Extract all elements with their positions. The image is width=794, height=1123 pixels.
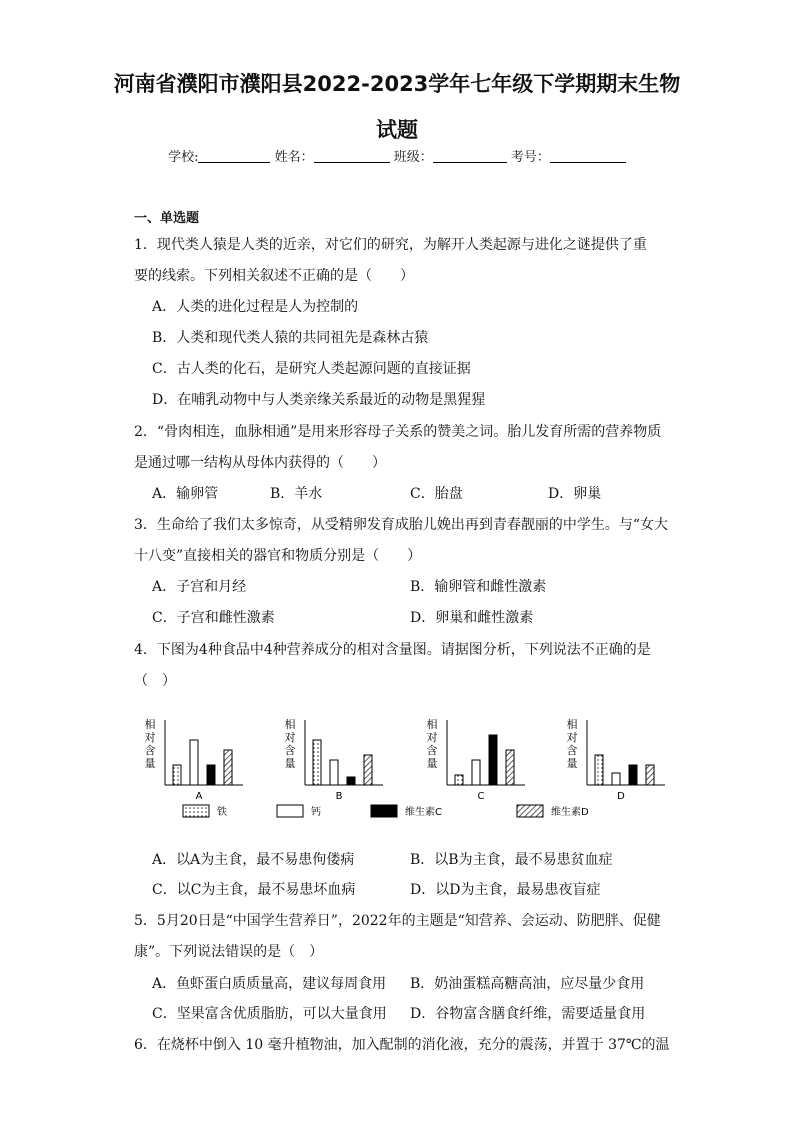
legend-item-3 — [371, 805, 442, 818]
bar-a-series-3 — [207, 765, 215, 785]
y-axis-label-char: 量 — [284, 757, 296, 770]
question-4-stem-line1: 4．下图为4种食品中4种营养成分的相对含量图。请据图分析，下列说法不正确的是 — [134, 642, 651, 658]
y-axis-label-char: 相 — [426, 718, 438, 731]
legend-swatch — [277, 805, 303, 817]
question-4-option-d[interactable]: D．以D为主食，最易患夜盲症 — [410, 882, 601, 898]
legend-item-1 — [183, 805, 227, 818]
section-title: 一、单选题 — [134, 211, 200, 226]
legend-swatch — [517, 805, 543, 817]
question-4-option-c[interactable]: C．以C为主食，最不易患坏血病 — [152, 882, 356, 898]
question-5-option-a[interactable]: A．鱼虾蛋白质质量高，建议每周食用 — [152, 976, 387, 992]
legend-label: 维生素C — [405, 807, 442, 818]
question-5-stem-line1: 5．5月20日是“中国学生营养日”，2022年的主题是“知营养、会运动、防肥胖、促健 — [134, 913, 661, 929]
page-title: 河南省濮阳市濮阳县2022-2023学年七年级下学期期末生物 — [113, 72, 681, 96]
exam-number-blank[interactable] — [550, 148, 626, 163]
y-axis-label-char: 相 — [284, 718, 296, 731]
question-5-option-b[interactable]: B．奶油蛋糕高糖高油，应尽量少食用 — [410, 976, 645, 992]
question-5-option-d[interactable]: D．谷物富含膳食纤维，需要适量食用 — [410, 1006, 646, 1022]
school-label: 学校: — [168, 150, 199, 165]
y-axis-label-char: 量 — [145, 757, 156, 770]
class-label: 班级： — [393, 150, 433, 165]
question-2-option-b[interactable]: B．羊水 — [270, 486, 323, 502]
bar-c-series-2 — [472, 760, 480, 785]
y-axis-label-char: 量 — [426, 757, 438, 770]
bar-c-series-4 — [506, 750, 514, 785]
question-6-stem-line1: 6．在烧杯中倒入 10 毫升植物油，加入配制的消化液，充分的震荡，并置于 37℃的温 — [134, 1037, 670, 1053]
bar-d-series-4 — [646, 765, 654, 785]
bar-c-series-1 — [455, 775, 463, 785]
bar-d-series-3 — [629, 765, 637, 785]
question-5-stem-line2: 康”。下列说法错误的是（ ） — [134, 944, 324, 960]
y-axis-label-char: 对 — [284, 731, 296, 744]
bar-a-series-4 — [224, 750, 232, 785]
question-2-stem-line1: 2．“骨肉相连，血脉相通”是用来形容母子关系的赞美之词。胎儿发育所需的营养物质 — [134, 424, 662, 440]
question-2-option-a[interactable]: A．输卵管 — [152, 486, 219, 502]
y-axis-label-char: 含 — [145, 744, 156, 757]
question-1-stem-line1: 1．现代类人猿是人类的近亲，对它们的研究，为解开人类起源与进化之谜提供了重 — [134, 237, 647, 253]
chart-panel-a — [145, 717, 243, 802]
legend-swatch — [183, 805, 209, 817]
legend-swatch — [371, 805, 397, 817]
bar-b-series-4 — [364, 755, 372, 785]
question-1-option-c[interactable]: C．古人类的化石，是研究人类起源问题的直接证据 — [152, 361, 471, 377]
page-title-line2: 试题 — [376, 118, 418, 142]
exam-number-label: 考号： — [510, 150, 550, 165]
name-label: 姓名： — [274, 150, 314, 165]
y-axis-label-char: 相 — [145, 718, 156, 731]
question-3-stem-line2: 十八变”直接相关的器官和物质分别是（ ） — [134, 548, 422, 564]
question-1-option-a[interactable]: A．人类的进化过程是人为控制的 — [152, 299, 359, 315]
bar-b-series-1 — [313, 740, 321, 785]
question-1-option-d[interactable]: D．在哺乳动物中与人类亲缘关系最近的动物是黑猩猩 — [152, 392, 486, 408]
nutrient-bar-chart — [145, 715, 665, 825]
y-axis-label-char: 对 — [145, 731, 156, 744]
class-blank[interactable] — [433, 148, 507, 163]
legend-label: 铁 — [217, 807, 227, 818]
legend-label: 维生素D — [551, 807, 589, 818]
y-axis-label-char: 量 — [566, 757, 578, 770]
question-3-option-a[interactable]: A．子宫和月经 — [152, 579, 247, 595]
y-axis-label-char: 含 — [284, 744, 296, 757]
question-1-option-b[interactable]: B．人类和现代类人猿的共同祖先是森林古猿 — [152, 330, 429, 346]
y-axis-label-char: 对 — [426, 731, 438, 744]
legend-label: 钙 — [311, 807, 321, 818]
question-3-stem-line1: 3．生命给了我们太多惊奇，从受精卵发育成胎儿娩出再到青春靓丽的中学生。与“女大 — [134, 517, 669, 533]
chart-panel-d — [567, 717, 666, 802]
question-3-option-b[interactable]: B．输卵管和雌性激素 — [410, 579, 547, 595]
question-3-option-d[interactable]: D．卵巢和雌性激素 — [410, 610, 534, 626]
question-2-stem-line2: 是通过哪一结构从母体内获得的（ ） — [134, 455, 386, 471]
chart-panel-b — [285, 717, 384, 802]
y-axis-label-char: 对 — [566, 731, 578, 744]
x-tick-label: C — [477, 791, 485, 802]
bar-b-series-3 — [347, 777, 355, 785]
y-axis-label-char: 含 — [566, 744, 578, 757]
question-2-option-c[interactable]: C．胎盘 — [410, 486, 463, 502]
question-4-option-a[interactable]: A．以A为主食，最不易患佝偻病 — [152, 852, 355, 868]
x-tick-label: B — [335, 791, 343, 802]
student-info — [0, 146, 794, 165]
x-tick-label: D — [617, 791, 625, 802]
question-4-stem-line2: （ ） — [134, 673, 176, 689]
question-2-option-d[interactable]: D．卵巢 — [548, 486, 602, 502]
y-axis-label-char: 相 — [566, 718, 578, 731]
legend-item-2 — [277, 805, 321, 818]
x-tick-label: A — [195, 791, 203, 802]
bar-b-series-2 — [330, 760, 338, 785]
question-5-option-c[interactable]: C．坚果富含优质脂肪，可以大量食用 — [152, 1006, 387, 1022]
y-axis-label-char: 含 — [426, 744, 438, 757]
bar-d-series-1 — [595, 755, 603, 785]
bar-a-series-1 — [173, 765, 181, 785]
name-blank[interactable] — [314, 148, 390, 163]
bar-a-series-2 — [190, 740, 198, 785]
question-3-option-c[interactable]: C．子宫和雌性激素 — [152, 610, 275, 626]
bar-c-series-3 — [489, 735, 497, 785]
question-1-stem-line2: 要的线索。下列相关叙述不正确的是（ ） — [134, 268, 414, 284]
question-4-option-b[interactable]: B．以B为主食，最不易患贫血症 — [410, 852, 613, 868]
bar-d-series-2 — [612, 773, 620, 785]
chart-panel-c — [427, 717, 526, 802]
legend-item-4 — [517, 805, 589, 818]
school-blank[interactable] — [198, 148, 270, 163]
